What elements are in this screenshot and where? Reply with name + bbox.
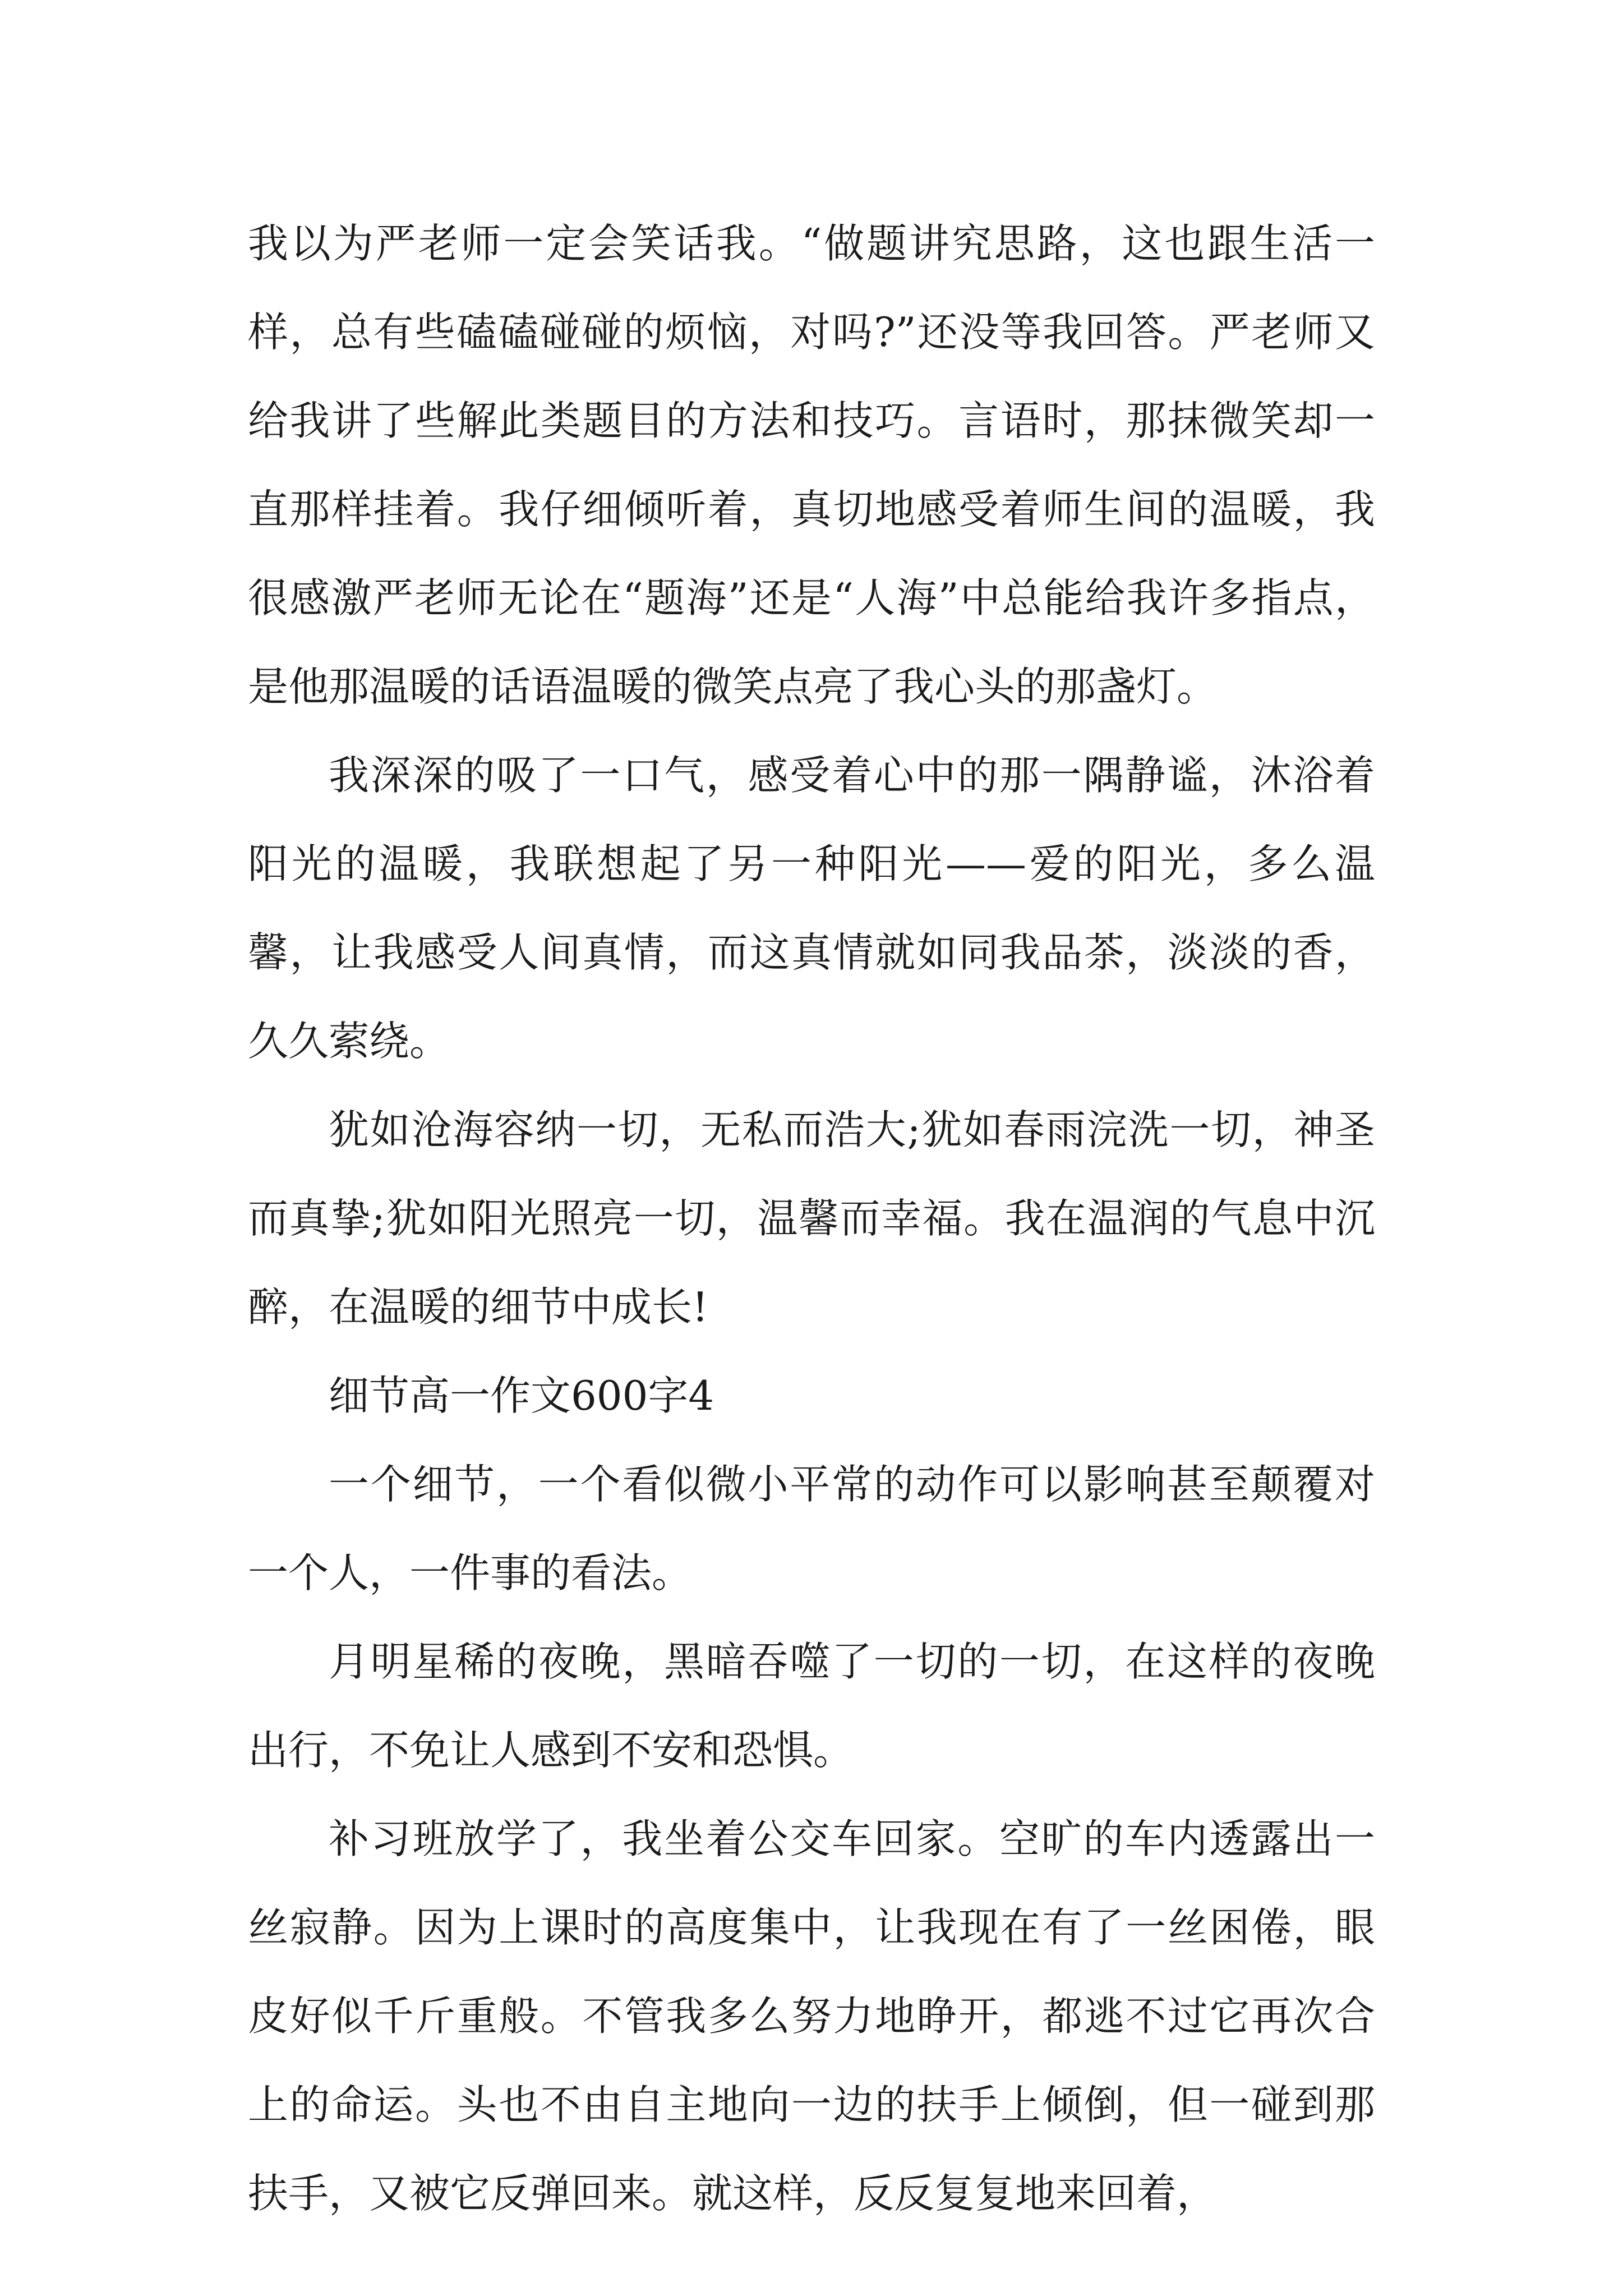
paragraph-5: 月明星稀的夜晚，黑暗吞噬了一切的一切，在这样的夜晚出行，不免让人感到不安和恐惧。: [248, 1638, 1375, 1774]
paragraph-6: 补习班放学了，我坐着公交车回家。空旷的车内透露出一丝寂静。因为上课时的高度集中，让我现在有了一丝困倦，眼皮好似千斤重般。不管我多么努力地睁开，都逃不过它再次合上的命运。头也不由自主地向一边的扶手上倾倒，但一碰到那扶手，又被它反弹回来。就这样，反反复复地来回着，: [248, 1815, 1375, 2217]
document-body: [248, 199, 1375, 2238]
paragraph-3: 犹如沧海容纳一切，无私而浩大;犹如春雨浣洗一切，神圣而真挚;犹如阳光照亮一切，温馨而幸福。我在温润的气息中沉醉，在温暖的细节中成长!: [248, 1106, 1375, 1331]
paragraph-4: 一个细节，一个看似微小平常的动作可以影响甚至颠覆对一个人，一件事的看法。: [248, 1461, 1375, 1596]
paragraph-1: 我以为严老师一定会笑话我。“做题讲究思路，这也跟生活一样，总有些磕磕碰碰的烦恼，对吗?”还没等我回答。严老师又给我讲了些解此类题目的方法和技巧。言语时，那抹微笑却一直那样挂着。我仔细倾听着，真切地感受着师生间的温暖，我很感激严老师无论在“题海”还是“人海”中总能给我许多指点，是他那温暖的话语温暖的微笑点亮了我心头的那盏灯。: [248, 220, 1375, 710]
section-heading: 细节高一作文600字4: [329, 1372, 714, 1419]
paragraph-2: 我深深的吸了一口气，感受着心中的那一隅静谧，沐浴着阳光的温暖，我联想起了另一种阳光——爱的阳光，多么温馨，让我感受人间真情，而这真情就如同我品茶，淡淡的香，久久萦绕。: [248, 752, 1375, 1065]
